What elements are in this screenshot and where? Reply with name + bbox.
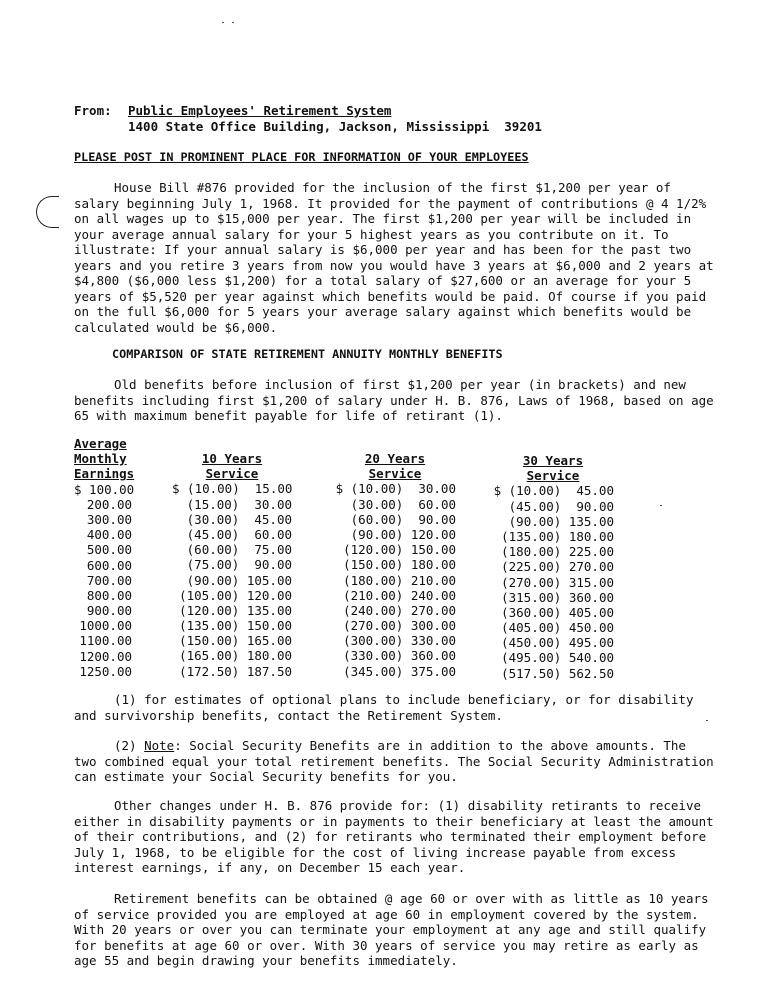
table-cell: (45.00) 60.00 (186, 526, 292, 542)
table-cell: (105.00) 120.00 (179, 587, 292, 603)
table-cell: (495.00) 540.00 (501, 650, 614, 666)
table-cell: $ (10.00) 15.00 (172, 481, 293, 497)
table-cell: (30.00) 60.00 (350, 496, 456, 512)
ten-years-values (172, 481, 292, 678)
table-cell: 1000.00 (79, 618, 132, 634)
table-cell: 1100.00 (79, 633, 132, 649)
table-cell: (135.00) 150.00 (179, 618, 292, 634)
table-cell: 900.00 (86, 603, 132, 619)
earnings-header-line: Earnings (74, 466, 135, 482)
table-cell: (270.00) 315.00 (501, 574, 614, 590)
table-cell: (135.00) 180.00 (501, 528, 614, 544)
table-cell: (225.00) 270.00 (501, 559, 614, 575)
table-cell: 300.00 (86, 511, 132, 527)
table-cell: (180.00) 210.00 (343, 572, 456, 588)
handwritten-bracket-mark (36, 196, 59, 228)
table-cell: (120.00) 135.00 (179, 602, 292, 618)
note-2-body: : Social Security Benefits are in addition to the above amounts. The two combined equal your total retirement benefits. The Social Security Administration can estimate your Social Security benefits for you. (74, 738, 714, 784)
comparison-intro-text: Old benefits before inclusion of first $1,200 per year (in brackets) and new benefits including first $1,200 of salary under H. B. 876, Laws of 1968, based on age 65 with maximum benefit payable for life of retirant (1). (74, 377, 714, 423)
twenty-years-header: Service (368, 466, 422, 482)
retirement-paragraph (74, 891, 714, 969)
notice-heading: PLEASE POST IN PROMINENT PLACE FOR INFORMATION OF YOUR EMPLOYEES (74, 150, 529, 164)
earnings-values (74, 481, 135, 679)
table-cell: (60.00) 75.00 (186, 542, 292, 558)
table-cell: (210.00) 240.00 (343, 587, 456, 603)
table-cell: 1250.00 (79, 663, 132, 679)
ten-years-column (172, 451, 292, 679)
table-cell: (315.00) 360.00 (501, 589, 614, 605)
table-cell: (120.00) 150.00 (343, 542, 456, 558)
sender-address: 1400 State Office Building, Jackson, Mississippi 39201 (128, 119, 542, 134)
retirement-text: Retirement benefits can be obtained @ age 60 or over with as little as 10 years of service provided you are employed at age 60 in employment covered by the system. With 20 years or over you can terminate your employment at any age and still qualify for benefits at age 60 or over. With 30 years of service you may retire as early as age 55 and begin drawing your benefits immediately. (74, 891, 709, 968)
sender-organization: Public Employees' Retirement System (128, 103, 392, 118)
scan-speck (232, 22, 234, 23)
table-cell: (90.00) 135.00 (508, 513, 614, 529)
table-cell: 400.00 (86, 527, 132, 543)
note-1-paragraph (74, 692, 714, 723)
table-cell: (30.00) 45.00 (186, 511, 292, 527)
table-cell: 700.00 (86, 572, 132, 588)
table-cell: 500.00 (86, 542, 132, 558)
scan-speck (660, 505, 662, 506)
twenty-years-column (334, 451, 456, 679)
earnings-column (74, 436, 134, 679)
intro-paragraph (74, 180, 714, 335)
table-cell: (75.00) 90.00 (186, 557, 292, 573)
note-2-paragraph (74, 738, 714, 785)
comparison-intro-paragraph (74, 377, 714, 424)
thirty-years-header: 30 Years (522, 453, 584, 468)
table-cell: (450.00) 495.00 (501, 635, 614, 651)
other-changes-text: Other changes under H. B. 876 provide for: (1) disability retirants to receive either in disability payments or in payments to their beneficiary at least the amount of their contributions, and (2) for retirants who terminated their employment before July 1, 1968, to be eligible for the cost of living increase payable from excess interest earnings, if any, on December 15 each year. (74, 798, 714, 875)
table-cell: $ (10.00) 30.00 (335, 481, 456, 497)
table-cell: (180.00) 225.00 (501, 544, 614, 560)
note-2-text (74, 738, 714, 785)
intro-text: House Bill #876 provided for the inclusion of the first $1,200 per year of salary beginning July 1, 1968. It provided for the payment of contributions @ 4 1/2% on all wages up to $15,000 per year. The first $1,200 per year will be included in your average annual salary for your 5 highest years as you contribute on it. To illustrate: If your annual salary is $6,000 per year and has been for the past two years and you retire 3 years from now you would have 3 years at $6,000 and 2 years at $4,800 ($6,000 less $1,200) for a total salary of $27,600 or an average for your 5 years of $5,520 per year against which benefits would be paid. Of course if you paid on the full $6,000 for 5 years your average salary against which benefits would be calculated would be $6,000. (74, 180, 714, 335)
table-cell: 800.00 (86, 587, 132, 603)
table-cell: (90.00) 120.00 (350, 526, 456, 542)
scan-speck (222, 22, 224, 23)
table-cell: (300.00) 330.00 (343, 633, 456, 649)
thirty-years-column (492, 453, 614, 681)
table-cell: (172.50) 187.50 (179, 663, 292, 679)
table-cell: (330.00) 360.00 (343, 648, 456, 664)
table-cell: (150.00) 165.00 (179, 633, 292, 649)
twenty-years-values (334, 481, 456, 678)
comparison-title: COMPARISON OF STATE RETIREMENT ANNUITY MONTHLY BENEFITS (112, 347, 503, 361)
note-1-text: (1) for estimates of optional plans to include beneficiary, or for disability and survivorship benefits, contact the Retirement System. (74, 692, 694, 723)
table-cell: 600.00 (86, 557, 132, 573)
table-cell: $ (10.00) 45.00 (493, 483, 614, 499)
table-cell: (270.00) 300.00 (343, 618, 456, 634)
table-cell: (345.00) 375.00 (343, 663, 456, 679)
thirty-years-header: Service (526, 468, 580, 484)
table-cell: (45.00) 90.00 (508, 498, 614, 514)
table-cell: 200.00 (86, 496, 132, 512)
table-cell: (517.50) 562.50 (501, 665, 614, 681)
earnings-header-line: Average (74, 436, 127, 451)
note-2-label: (2) (114, 738, 137, 753)
table-cell: (405.00) 450.00 (501, 620, 614, 636)
table-cell: (15.00) 30.00 (186, 496, 292, 512)
table-cell: (165.00) 180.00 (179, 648, 292, 664)
ten-years-header: 10 Years (201, 451, 263, 466)
table-cell: (150.00) 180.00 (343, 557, 456, 573)
twenty-years-header: 20 Years (364, 451, 426, 466)
table-cell: (360.00) 405.00 (501, 604, 614, 620)
thirty-years-values (492, 483, 614, 680)
ten-years-header: Service (205, 466, 259, 482)
table-cell: $ 100.00 (74, 481, 135, 497)
note-2-word: Note (144, 738, 175, 753)
table-cell: 1200.00 (79, 648, 132, 664)
earnings-header-line: Monthly (74, 451, 127, 467)
other-changes-paragraph (74, 798, 714, 876)
table-cell: (90.00) 105.00 (186, 572, 292, 588)
table-cell: (240.00) 270.00 (343, 602, 456, 618)
from-label: From: (74, 103, 112, 118)
table-cell: (60.00) 90.00 (350, 511, 456, 527)
